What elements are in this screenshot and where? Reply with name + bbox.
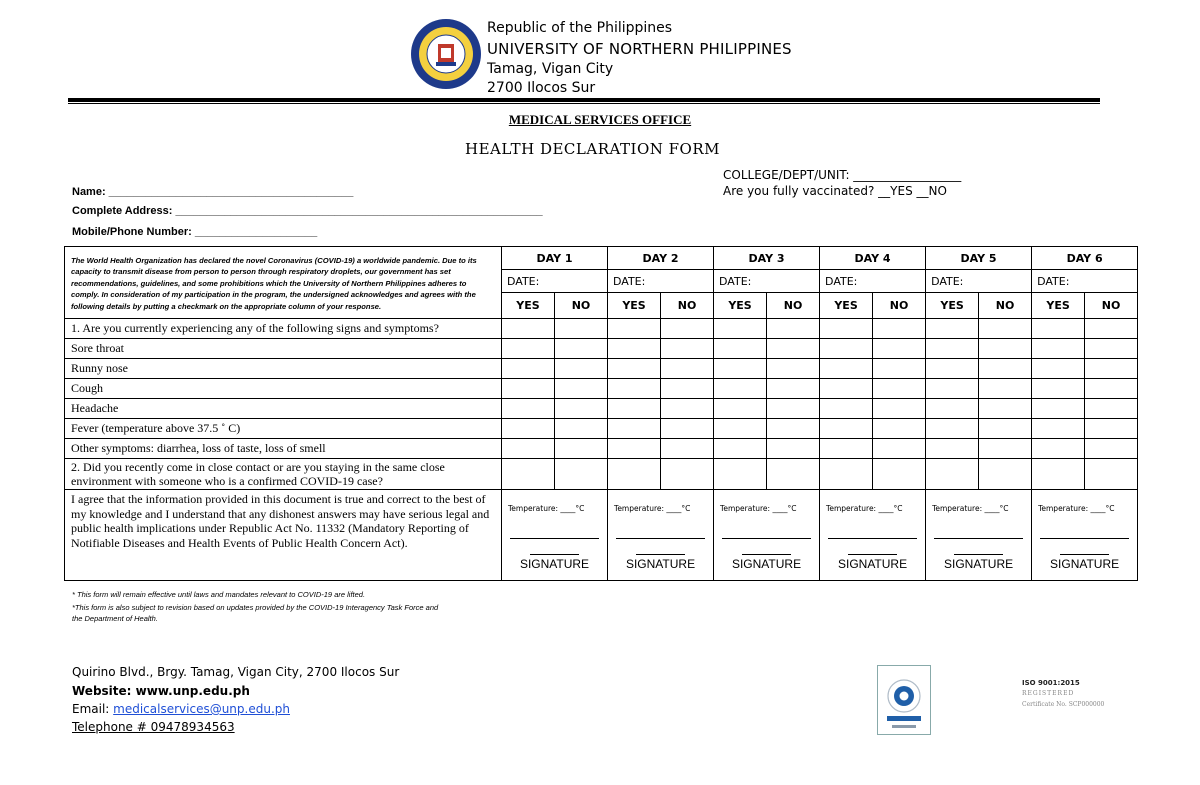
temperature-field[interactable]: Temperature: ____°C (720, 504, 797, 513)
answer-checkbox-cell[interactable] (767, 419, 820, 439)
answer-checkbox-cell[interactable] (979, 439, 1032, 459)
note-revision: *This form is also subject to revision based on updates provided by the COVID-19 Interagency Task Force and (72, 603, 439, 612)
answer-checkbox-cell[interactable] (1085, 439, 1138, 459)
header-rule-thick (68, 98, 1100, 102)
answer-checkbox-cell[interactable] (608, 459, 661, 490)
office-title: MEDICAL SERVICES OFFICE (508, 112, 692, 127)
answer-checkbox-cell[interactable] (820, 419, 873, 439)
day-5-signature-cell[interactable] (926, 490, 1032, 581)
declaration-table (64, 246, 1138, 581)
answer-checkbox-cell[interactable] (873, 459, 926, 490)
no-header: NO (555, 293, 608, 319)
college-field[interactable]: COLLEGE/DEPT/UNIT: __________________ (723, 168, 962, 182)
day-6-date[interactable]: DATE: (1032, 270, 1138, 293)
day-3-header: DAY 3 (714, 247, 820, 270)
day-4-date[interactable]: DATE: (820, 270, 926, 293)
answer-checkbox-cell[interactable] (661, 339, 714, 359)
form-title: HEALTH DECLARATION FORM (465, 140, 720, 158)
answer-checkbox-cell[interactable] (926, 399, 979, 419)
answer-checkbox-cell[interactable] (502, 439, 555, 459)
answer-checkbox-cell[interactable] (1032, 379, 1085, 399)
answer-checkbox-cell[interactable] (1085, 419, 1138, 439)
signature-line (934, 538, 1023, 539)
answer-checkbox-cell[interactable] (1032, 319, 1085, 339)
symptom-row (65, 359, 1138, 379)
answer-checkbox-cell[interactable] (1085, 379, 1138, 399)
no-header: NO (979, 293, 1032, 319)
answer-checkbox-cell[interactable] (502, 319, 555, 339)
vaccination-field[interactable]: Are you fully vaccinated? __YES __NO (723, 184, 947, 198)
day-4-header: DAY 4 (820, 247, 926, 270)
answer-checkbox-cell[interactable] (820, 319, 873, 339)
answer-checkbox-cell[interactable] (926, 319, 979, 339)
day-3-signature-cell[interactable] (714, 490, 820, 581)
answer-checkbox-cell[interactable] (714, 359, 767, 379)
signature-line (848, 554, 897, 555)
yes-header: YES (608, 293, 661, 319)
answer-checkbox-cell[interactable] (767, 339, 820, 359)
no-header: NO (1085, 293, 1138, 319)
symptom-fever: Fever (temperature above 37.5 ˚ C) (65, 419, 502, 439)
signature-line (530, 554, 579, 555)
symptom-row (65, 399, 1138, 419)
header-university-name: UNIVERSITY OF NORTHERN PHILIPPINES (487, 40, 792, 58)
answer-checkbox-cell[interactable] (767, 379, 820, 399)
answer-checkbox-cell[interactable] (767, 399, 820, 419)
answer-checkbox-cell[interactable] (502, 399, 555, 419)
answer-checkbox-cell[interactable] (820, 399, 873, 419)
registered-text: REGISTERED (1022, 690, 1075, 697)
answer-checkbox-cell[interactable] (1085, 319, 1138, 339)
signature-line (616, 538, 705, 539)
answer-checkbox-cell[interactable] (661, 359, 714, 379)
header-republic: Republic of the Philippines (487, 20, 673, 36)
agreement-row (65, 490, 1138, 581)
temperature-field[interactable]: Temperature: ____°C (932, 504, 1009, 513)
answer-checkbox-cell[interactable] (502, 379, 555, 399)
signature-label: SIGNATURE (944, 557, 1014, 571)
answer-checkbox-cell[interactable] (873, 339, 926, 359)
symptom-row (65, 439, 1138, 459)
answer-checkbox-cell[interactable] (555, 319, 608, 339)
yes-header: YES (714, 293, 767, 319)
signature-label: SIGNATURE (519, 557, 590, 571)
answer-checkbox-cell[interactable] (873, 379, 926, 399)
agreement-text: I agree that the information provided in this document is true and correct to the best of my knowledge and I understand that any dishonest answers may have serious legal and public health implications under Republic Act No. 11332 (Mandatory Reporting of Notifiable Diseases and Health Events of Public Health Concern Act). (65, 490, 502, 581)
answer-checkbox-cell[interactable] (979, 319, 1032, 339)
answer-checkbox-cell[interactable] (979, 419, 1032, 439)
note-effectivity: * This form will remain effective until laws and mandates relevant to COVID-19 are lifted. (72, 590, 366, 599)
day-1-date[interactable]: DATE: (502, 270, 608, 293)
answer-checkbox-cell[interactable] (926, 379, 979, 399)
symptom-cough: Cough (65, 379, 502, 399)
signature-line (742, 554, 791, 555)
answer-checkbox-cell[interactable] (714, 419, 767, 439)
question-1: 1. Are you currently experiencing any of the following signs and symptoms? (65, 319, 502, 339)
answer-checkbox-cell[interactable] (661, 399, 714, 419)
answer-checkbox-cell[interactable] (555, 459, 608, 490)
answer-checkbox-cell[interactable] (555, 379, 608, 399)
question-1-row (65, 319, 1138, 339)
answer-checkbox-cell[interactable] (555, 359, 608, 379)
signature-line (636, 554, 685, 555)
socotec-certification-logo (877, 665, 931, 735)
day-2-header: DAY 2 (608, 247, 714, 270)
footer-telephone: Telephone # 09478934563 (72, 720, 235, 734)
answer-checkbox-cell[interactable] (502, 459, 555, 490)
symptom-sore-throat: Sore throat (65, 339, 502, 359)
no-header: NO (661, 293, 714, 319)
day-1-signature-cell[interactable] (502, 490, 608, 581)
signature-line (1060, 554, 1109, 555)
email-link[interactable]: medicalservices@unp.edu.ph (113, 702, 290, 716)
answer-checkbox-cell[interactable] (714, 319, 767, 339)
answer-checkbox-cell[interactable] (767, 359, 820, 379)
temperature-field[interactable]: Temperature: ____°C (614, 504, 691, 513)
answer-checkbox-cell[interactable] (979, 459, 1032, 490)
day-5-header: DAY 5 (926, 247, 1032, 270)
answer-checkbox-cell[interactable] (714, 459, 767, 490)
answer-checkbox-cell[interactable] (608, 359, 661, 379)
yes-header: YES (926, 293, 979, 319)
note-revision-cont: the Department of Health. (72, 614, 158, 623)
answer-checkbox-cell[interactable] (820, 359, 873, 379)
signature-line (954, 554, 1003, 555)
yes-header: YES (502, 293, 555, 319)
no-header: NO (767, 293, 820, 319)
temperature-field[interactable]: Temperature: ____°C (826, 504, 903, 513)
day-6-header: DAY 6 (1032, 247, 1138, 270)
answer-checkbox-cell[interactable] (502, 359, 555, 379)
day-2-signature-cell[interactable] (608, 490, 714, 581)
answer-checkbox-cell[interactable] (608, 379, 661, 399)
name-field[interactable]: Name: ________________________________________ (72, 186, 354, 198)
answer-checkbox-cell[interactable] (608, 339, 661, 359)
answer-checkbox-cell[interactable] (1032, 359, 1085, 379)
answer-checkbox-cell[interactable] (502, 419, 555, 439)
answer-checkbox-cell[interactable] (608, 419, 661, 439)
header-zip: 2700 Ilocos Sur (487, 80, 596, 96)
answer-checkbox-cell[interactable] (873, 399, 926, 419)
answer-checkbox-cell[interactable] (608, 439, 661, 459)
yes-header: YES (820, 293, 873, 319)
day-3-date[interactable]: DATE: (714, 270, 820, 293)
day-6-signature-cell[interactable] (1032, 490, 1138, 581)
signature-label: SIGNATURE (625, 557, 696, 571)
answer-checkbox-cell[interactable] (714, 339, 767, 359)
answer-checkbox-cell[interactable] (1085, 339, 1138, 359)
university-seal-logo (410, 18, 482, 90)
answer-checkbox-cell[interactable] (926, 419, 979, 439)
answer-checkbox-cell[interactable] (502, 339, 555, 359)
answer-checkbox-cell[interactable] (767, 459, 820, 490)
answer-checkbox-cell[interactable] (979, 339, 1032, 359)
answer-checkbox-cell[interactable] (979, 399, 1032, 419)
symptom-other: Other symptoms: diarrhea, loss of taste, loss of smell (65, 439, 502, 459)
answer-checkbox-cell[interactable] (873, 319, 926, 339)
answer-checkbox-cell[interactable] (661, 439, 714, 459)
answer-checkbox-cell[interactable] (820, 339, 873, 359)
signature-label: SIGNATURE (1050, 557, 1120, 571)
answer-checkbox-cell[interactable] (873, 419, 926, 439)
signature-line (510, 538, 599, 539)
answer-checkbox-cell[interactable] (767, 439, 820, 459)
footer-email (72, 702, 290, 716)
footer-email-prefix: Email: (72, 702, 114, 716)
symptom-row (65, 379, 1138, 399)
answer-checkbox-cell[interactable] (661, 379, 714, 399)
answer-checkbox-cell[interactable] (1032, 459, 1085, 490)
question-2: 2. Did you recently come in close contact or are you staying in the same close environment with someone who is a confirmed COVID-19 case? (65, 459, 502, 490)
iso-certification-text: ISO 9001:2015 (1022, 679, 1080, 687)
answer-checkbox-cell[interactable] (926, 339, 979, 359)
answer-checkbox-cell[interactable] (661, 419, 714, 439)
mobile-field[interactable]: Mobile/Phone Number: ____________________ (72, 226, 318, 238)
answer-checkbox-cell[interactable] (926, 439, 979, 459)
symptom-headache: Headache (65, 399, 502, 419)
footer-website: Website: www.unp.edu.ph (72, 684, 250, 698)
signature-line (1040, 538, 1129, 539)
day-4-signature-cell[interactable] (820, 490, 926, 581)
yes-header: YES (1032, 293, 1085, 319)
answer-checkbox-cell[interactable] (608, 319, 661, 339)
answer-checkbox-cell[interactable] (926, 459, 979, 490)
answer-checkbox-cell[interactable] (820, 379, 873, 399)
answer-checkbox-cell[interactable] (979, 359, 1032, 379)
symptom-row (65, 339, 1138, 359)
symptom-row (65, 419, 1138, 439)
certificate-number: Certificate No. SCP000000 (1022, 701, 1105, 708)
answer-checkbox-cell[interactable] (767, 319, 820, 339)
intro-text: The World Health Organization has declared the novel Coronavirus (COVID-19) a worldwide pandemic. Due to its capacity to transmit disease from person to person through respiratory droplets, our government has set recommendations, guidelines, and some prohibitions which the University of Northern Philippines adheres to comply. In consideration of my participation in the program, the undersigned acknowledges and agrees with the following details by putting a checkmark on the appropriate column of your response. (65, 247, 502, 319)
signature-label: SIGNATURE (731, 557, 802, 571)
answer-checkbox-cell[interactable] (873, 439, 926, 459)
day-header-row (65, 247, 1138, 270)
no-header: NO (873, 293, 926, 319)
answer-checkbox-cell[interactable] (873, 359, 926, 379)
header-city: Tamag, Vigan City (487, 61, 614, 77)
signature-line (828, 538, 917, 539)
answer-checkbox-cell[interactable] (926, 359, 979, 379)
answer-checkbox-cell[interactable] (661, 459, 714, 490)
signature-line (722, 538, 811, 539)
answer-checkbox-cell[interactable] (555, 399, 608, 419)
temperature-field[interactable]: Temperature: ____°C (508, 504, 585, 513)
answer-checkbox-cell[interactable] (714, 439, 767, 459)
answer-checkbox-cell[interactable] (1085, 459, 1138, 490)
answer-checkbox-cell[interactable] (1032, 419, 1085, 439)
question-2-row (65, 459, 1138, 490)
answer-checkbox-cell[interactable] (661, 319, 714, 339)
answer-checkbox-cell[interactable] (820, 459, 873, 490)
day-2-date[interactable]: DATE: (608, 270, 714, 293)
signature-label: SIGNATURE (837, 557, 908, 571)
footer-address: Quirino Blvd., Brgy. Tamag, Vigan City, 2700 Ilocos Sur (72, 665, 400, 679)
answer-checkbox-cell[interactable] (820, 439, 873, 459)
header-rule-thin (68, 103, 1100, 104)
answer-checkbox-cell[interactable] (714, 379, 767, 399)
answer-checkbox-cell[interactable] (555, 419, 608, 439)
answer-checkbox-cell[interactable] (555, 439, 608, 459)
answer-checkbox-cell[interactable] (1085, 359, 1138, 379)
answer-checkbox-cell[interactable] (1032, 439, 1085, 459)
address-field[interactable]: Complete Address: ____________________________________________________________ (72, 205, 543, 217)
day-5-date[interactable]: DATE: (926, 270, 1032, 293)
answer-checkbox-cell[interactable] (979, 379, 1032, 399)
day-1-header: DAY 1 (502, 247, 608, 270)
temperature-field[interactable]: Temperature: ____°C (1038, 504, 1115, 513)
answer-checkbox-cell[interactable] (608, 399, 661, 419)
answer-checkbox-cell[interactable] (714, 399, 767, 419)
answer-checkbox-cell[interactable] (1085, 399, 1138, 419)
answer-checkbox-cell[interactable] (555, 339, 608, 359)
answer-checkbox-cell[interactable] (1032, 399, 1085, 419)
answer-checkbox-cell[interactable] (1032, 339, 1085, 359)
symptom-runny-nose: Runny nose (65, 359, 502, 379)
